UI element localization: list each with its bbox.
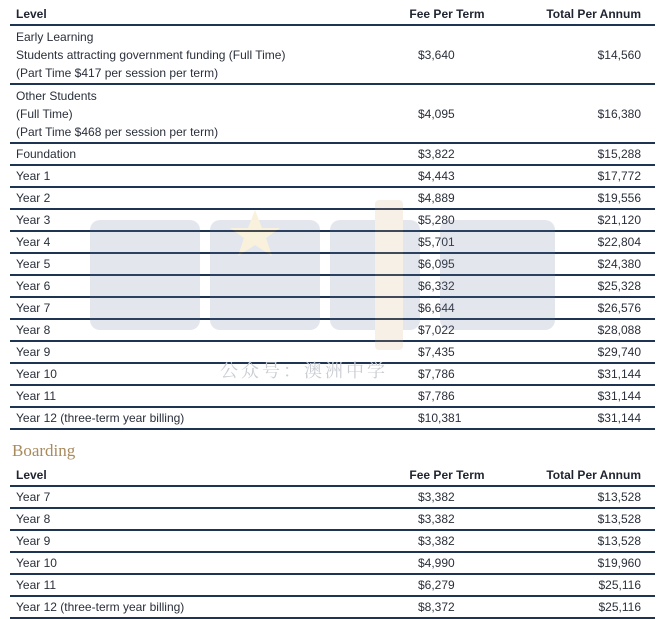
- fee-per-term-cell: $7,022: [382, 319, 512, 341]
- fee-per-term-cell: $5,701: [382, 231, 512, 253]
- table-row: [10, 385, 655, 407]
- level-line: Year 11: [16, 578, 57, 592]
- level-line: Year 9: [16, 345, 51, 359]
- total-per-annum-cell: $15,288: [512, 143, 655, 165]
- total-per-annum-cell: $21,120: [512, 209, 655, 231]
- level-cell: [10, 530, 382, 552]
- table-row: [10, 508, 655, 530]
- table-row: [10, 486, 655, 508]
- level-line: Year 2: [16, 191, 51, 205]
- fee-schedule: [10, 4, 655, 619]
- level-line: Year 7: [16, 301, 51, 315]
- total-per-annum-cell: $28,088: [512, 319, 655, 341]
- level-line: Year 12 (three-term year billing): [16, 411, 185, 425]
- level-line: Year 3: [16, 213, 51, 227]
- level-line: Year 5: [16, 257, 51, 271]
- fee-per-term-cell: $3,382: [382, 486, 512, 508]
- boarding-table: [10, 465, 655, 619]
- total-per-annum-cell: $22,804: [512, 231, 655, 253]
- table-row: [10, 596, 655, 618]
- level-line: Foundation: [16, 147, 77, 161]
- level-cell: [10, 407, 382, 429]
- level-line: (Part Time $417 per session per term): [16, 66, 219, 80]
- total-per-annum-cell: $14,560: [512, 25, 655, 84]
- level-cell: [10, 187, 382, 209]
- table-row: [10, 297, 655, 319]
- level-cell: [10, 319, 382, 341]
- level-line: Year 10: [16, 367, 57, 381]
- table-row: [10, 407, 655, 429]
- level-cell: [10, 25, 382, 84]
- level-line: (Part Time $468 per session per term): [16, 125, 219, 139]
- level-cell: [10, 596, 382, 618]
- total-per-annum-cell: $19,960: [512, 552, 655, 574]
- fee-per-term-cell: $4,443: [382, 165, 512, 187]
- total-per-annum-cell: $25,328: [512, 275, 655, 297]
- table-row: [10, 253, 655, 275]
- level-line: Year 1: [16, 169, 51, 183]
- fee-per-term-cell: $6,279: [382, 574, 512, 596]
- table-row: [10, 231, 655, 253]
- total-per-annum-cell: $13,528: [512, 530, 655, 552]
- level-cell: [10, 209, 382, 231]
- total-per-annum-cell: $31,144: [512, 385, 655, 407]
- total-per-annum-cell: $19,556: [512, 187, 655, 209]
- table-row: [10, 187, 655, 209]
- fee-per-term-cell: $3,640: [382, 25, 512, 84]
- level-cell: [10, 385, 382, 407]
- level-cell: [10, 486, 382, 508]
- boarding-rows: [10, 486, 655, 618]
- col-header-annum: Total Per Annum: [512, 465, 655, 486]
- level-line: Year 6: [16, 279, 51, 293]
- level-cell: [10, 508, 382, 530]
- watermark-text: 公众号：澳洲中学: [220, 361, 388, 382]
- total-per-annum-cell: $31,144: [512, 407, 655, 429]
- tuition-header-row: [10, 4, 655, 25]
- fee-per-term-cell: $3,822: [382, 143, 512, 165]
- col-header-level: Level: [10, 465, 382, 486]
- total-per-annum-cell: $17,772: [512, 165, 655, 187]
- table-row: [10, 574, 655, 596]
- fee-per-term-cell: $6,332: [382, 275, 512, 297]
- level-cell: [10, 574, 382, 596]
- level-line: Year 8: [16, 512, 51, 526]
- table-row: [10, 84, 655, 143]
- total-per-annum-cell: $26,576: [512, 297, 655, 319]
- level-line: Year 8: [16, 323, 51, 337]
- level-cell: [10, 84, 382, 143]
- table-row: [10, 552, 655, 574]
- level-line: Year 7: [16, 490, 51, 504]
- level-line: Year 9: [16, 534, 51, 548]
- level-cell: [10, 297, 382, 319]
- total-per-annum-cell: $25,116: [512, 596, 655, 618]
- table-row: [10, 143, 655, 165]
- level-line: Year 4: [16, 235, 51, 249]
- col-header-fee: Fee Per Term: [382, 465, 512, 486]
- total-per-annum-cell: $13,528: [512, 486, 655, 508]
- fee-per-term-cell: $4,990: [382, 552, 512, 574]
- level-line: Year 10: [16, 556, 57, 570]
- fee-per-term-cell: $5,280: [382, 209, 512, 231]
- boarding-header-row: [10, 465, 655, 486]
- table-row: [10, 319, 655, 341]
- total-per-annum-cell: $29,740: [512, 341, 655, 363]
- total-per-annum-cell: $24,380: [512, 253, 655, 275]
- table-row: [10, 209, 655, 231]
- fee-per-term-cell: $6,644: [382, 297, 512, 319]
- fee-per-term-cell: $7,435: [382, 341, 512, 363]
- fee-per-term-cell: $4,095: [382, 84, 512, 143]
- level-cell: [10, 165, 382, 187]
- level-line: Early Learning: [16, 30, 94, 44]
- col-header-level: Level: [10, 4, 382, 25]
- table-row: [10, 275, 655, 297]
- level-line: Year 11: [16, 389, 57, 403]
- level-line: Year 12 (three-term year billing): [16, 600, 185, 614]
- total-per-annum-cell: $13,528: [512, 508, 655, 530]
- fee-per-term-cell: $3,382: [382, 530, 512, 552]
- fee-per-term-cell: $10,381: [382, 407, 512, 429]
- col-header-annum: Total Per Annum: [512, 4, 655, 25]
- fee-per-term-cell: $3,382: [382, 508, 512, 530]
- table-row: [10, 530, 655, 552]
- fee-per-term-cell: $6,095: [382, 253, 512, 275]
- total-per-annum-cell: $31,144: [512, 363, 655, 385]
- col-header-fee: Fee Per Term: [382, 4, 512, 25]
- level-cell: [10, 143, 382, 165]
- table-row: [10, 165, 655, 187]
- level-cell: [10, 231, 382, 253]
- fee-per-term-cell: $7,786: [382, 385, 512, 407]
- level-line: (Full Time): [16, 107, 73, 121]
- level-line: Other Students: [16, 89, 97, 103]
- table-row: [10, 25, 655, 84]
- total-per-annum-cell: $25,116: [512, 574, 655, 596]
- level-cell: [10, 275, 382, 297]
- boarding-section-title: Boarding: [12, 441, 76, 460]
- fee-per-term-cell: $8,372: [382, 596, 512, 618]
- level-line: Students attracting government funding (Full Time): [16, 48, 286, 62]
- fee-per-term-cell: $4,889: [382, 187, 512, 209]
- level-cell: [10, 552, 382, 574]
- level-cell: [10, 253, 382, 275]
- total-per-annum-cell: $16,380: [512, 84, 655, 143]
- fee-per-term-cell: $7,786: [382, 363, 512, 385]
